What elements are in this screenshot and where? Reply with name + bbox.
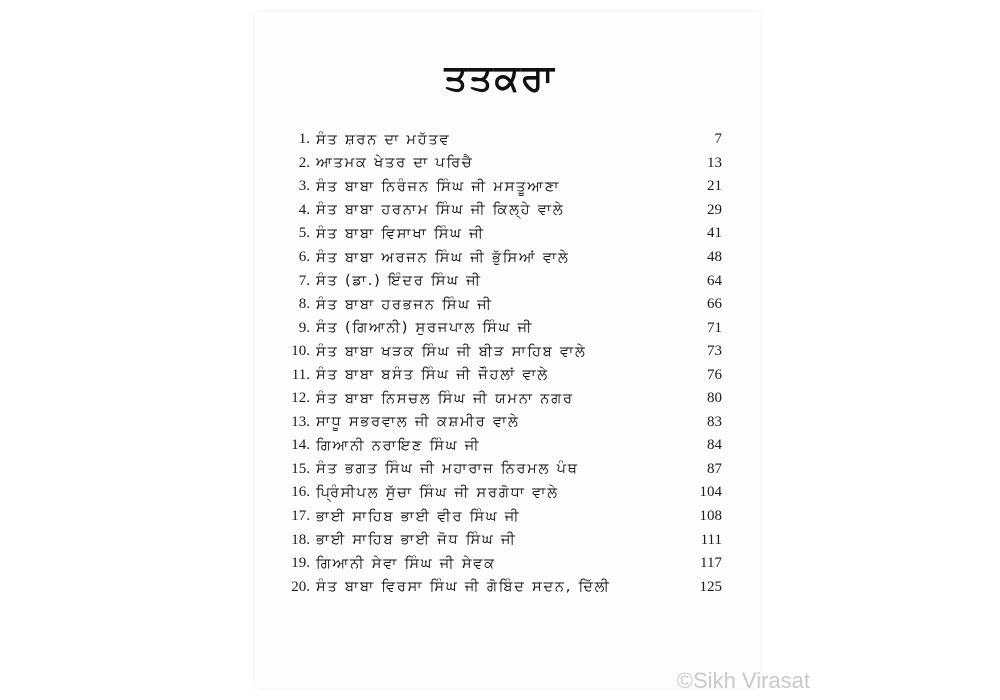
- toc-entry: [270, 411, 722, 435]
- toc-entry-number: 1.: [298, 131, 310, 148]
- toc-entry: [270, 128, 722, 152]
- toc-entry: [270, 246, 722, 270]
- toc-entry-title: ਸੰਤ (ਡਾ.) ਇੰਦਰ ਸਿੰਘ ਜੀ: [316, 273, 482, 290]
- toc-entry-page-number: 87: [707, 460, 722, 477]
- toc-entry: [270, 316, 722, 340]
- toc-entry-page-number: 71: [707, 319, 722, 336]
- toc-entry: [270, 552, 722, 576]
- toc-entry-title: ਸੰਤ ਬਾਬਾ ਅਰਜਨ ਸਿੰਘ ਜੀ ਭੁੱਸਿਆਂ ਵਾਲੇ: [316, 249, 570, 266]
- toc-entry-number: 17.: [291, 508, 310, 525]
- toc-entry-number: 4.: [298, 201, 310, 218]
- toc-entry-title: ਸੰਤ (ਗਿਆਨੀ) ਸੁਰਜਪਾਲ ਸਿੰਘ ਜੀ: [316, 320, 534, 337]
- toc-entry-title: ਸੰਤ ਬਾਬਾ ਵਿਰਸਾ ਸਿੰਘ ਜੀ ਗੋਬਿੰਦ ਸਦਨ, ਦਿੱਲੀ: [316, 579, 611, 596]
- toc-entry-title: ਸੰਤ ਬਾਬਾ ਹਰਭਜਨ ਸਿੰਘ ਜੀ: [316, 296, 493, 313]
- toc-entry-number: 19.: [291, 555, 310, 572]
- toc-entry: [270, 199, 722, 223]
- toc-entry-number: 5.: [298, 225, 310, 242]
- toc-entry: [270, 458, 722, 482]
- toc-entry-page-number: 83: [707, 413, 722, 430]
- toc-entry-page-number: 117: [700, 555, 722, 572]
- toc-entry-page-number: 125: [699, 578, 722, 595]
- toc-entry-title: ਸੰਤ ਬਾਬਾ ਨਿਰੰਜਨ ਸਿੰਘ ਜੀ ਮਸਤੂਆਣਾ: [316, 178, 561, 195]
- toc-entry-page-number: 76: [707, 366, 722, 383]
- toc-entry-page-number: 64: [707, 272, 722, 289]
- page-title: ਤਤਕਰਾ: [444, 58, 556, 99]
- toc-entry: [270, 528, 722, 552]
- toc-entry-title: ਸਾਧੂ ਸਭਰਵਾਲ ਜੀ ਕਸ਼ਮੀਰ ਵਾਲੇ: [316, 414, 520, 431]
- toc-entry-title: ਪ੍ਰਿੰਸੀਪਲ ਸੁੱਚਾ ਸਿੰਘ ਜੀ ਸਰਗੋਧਾ ਵਾਲੇ: [316, 484, 559, 501]
- toc-entry-page-number: 7: [714, 131, 722, 148]
- toc-entry: [270, 434, 722, 458]
- toc-entry-number: 13.: [291, 413, 310, 430]
- toc-entry-page-number: 84: [707, 437, 722, 454]
- toc-entry-number: 2.: [298, 154, 310, 171]
- toc-entry: [270, 222, 722, 246]
- toc-entry-number: 7.: [298, 272, 310, 289]
- toc-entry-page-number: 104: [699, 484, 722, 501]
- toc-entry-number: 12.: [291, 390, 310, 407]
- toc-entry-title: ਸੰਤ ਭਗਤ ਸਿੰਘ ਜੀ ਮਹਾਰਾਜ ਨਿਰਮਲ ਪੰਥ: [316, 461, 579, 478]
- toc-entry: [270, 575, 722, 599]
- toc-entry-title: ਸੰਤ ਬਾਬਾ ਵਿਸਾਖਾ ਸਿੰਘ ਜੀ: [316, 225, 485, 242]
- toc-entry: [270, 505, 722, 529]
- toc-entry: [270, 340, 722, 364]
- toc-entry-number: 11.: [291, 366, 310, 383]
- toc-entry-number: 8.: [298, 296, 310, 313]
- toc-entry-number: 6.: [298, 249, 310, 265]
- toc-entry-number: 10.: [291, 343, 310, 360]
- toc-entry: [270, 387, 722, 411]
- toc-entry-page-number: 41: [707, 225, 722, 242]
- toc-entry-title: ਸੰਤ ਸ਼ਰਨ ਦਾ ਮਹੱਤਵ: [316, 131, 451, 148]
- toc-entry-page-number: 73: [707, 343, 722, 360]
- toc-entry: [270, 152, 722, 176]
- toc-entry-title: ਸੰਤ ਬਾਬਾ ਹਰਨਾਮ ਸਿੰਘ ਜੀ ਕਿਲ੍ਹੇ ਵਾਲੇ: [316, 202, 565, 219]
- toc-entry: [270, 363, 722, 387]
- toc-entry-number: 16.: [291, 484, 310, 501]
- toc-entry-number: 9.: [298, 319, 310, 336]
- toc-entry-page-number: 29: [707, 201, 722, 218]
- toc-entry-title: ਸੰਤ ਬਾਬਾ ਨਿਸਚਲ ਸਿੰਘ ਜੀ ਯਮਨਾ ਨਗਰ: [316, 390, 574, 407]
- toc-entry-title: ਆਤਮਕ ਖੇਤਰ ਦਾ ਪਰਿਚੈ: [316, 155, 474, 172]
- toc-entry-number: 18.: [291, 531, 310, 548]
- toc-entry-title: ਸੰਤ ਬਾਬਾ ਬਸੰਤ ਸਿੰਘ ਜੀ ਜੌਹਲਾਂ ਵਾਲੇ: [316, 367, 550, 384]
- toc-entry-page-number: 21: [707, 178, 722, 195]
- toc-entry-number: 15.: [291, 460, 310, 477]
- toc-entry-page-number: 111: [700, 531, 722, 548]
- toc-entry-page-number: 13: [707, 154, 722, 171]
- toc-entry-page-number: 80: [707, 390, 722, 407]
- copyright-watermark: ©Sikh Virasat: [676, 668, 810, 693]
- toc-entry-page-number: 108: [699, 508, 722, 525]
- table-of-contents: [270, 128, 722, 599]
- toc-entry: [270, 481, 722, 505]
- toc-entry-page-number: 66: [707, 296, 722, 313]
- toc-entry-title: ਸੰਤ ਬਾਬਾ ਖੜਕ ਸਿੰਘ ਜੀ ਬੀੜ ਸਾਹਿਬ ਵਾਲੇ: [316, 343, 587, 360]
- toc-entry-page-number: 48: [707, 249, 722, 265]
- toc-entry-title: ਭਾਈ ਸਾਹਿਬ ਭਾਈ ਜੋਧ ਸਿੰਘ ਜੀ: [316, 532, 517, 549]
- toc-entry-title: ਗਿਆਨੀ ਸੇਵਾ ਸਿੰਘ ਜੀ ਸੇਵਕ: [316, 555, 496, 572]
- toc-entry: [270, 293, 722, 317]
- toc-entry-number: 20.: [291, 578, 310, 595]
- toc-entry-title: ਭਾਈ ਸਾਹਿਬ ਭਾਈ ਵੀਰ ਸਿੰਘ ਜੀ: [316, 508, 521, 525]
- toc-entry-title: ਗਿਆਨੀ ਨਰਾਇਣ ਸਿੰਘ ਜੀ: [316, 437, 481, 454]
- toc-entry: [270, 175, 722, 199]
- toc-entry-number: 14.: [291, 437, 310, 454]
- toc-entry: [270, 269, 722, 293]
- toc-entry-number: 3.: [298, 178, 310, 195]
